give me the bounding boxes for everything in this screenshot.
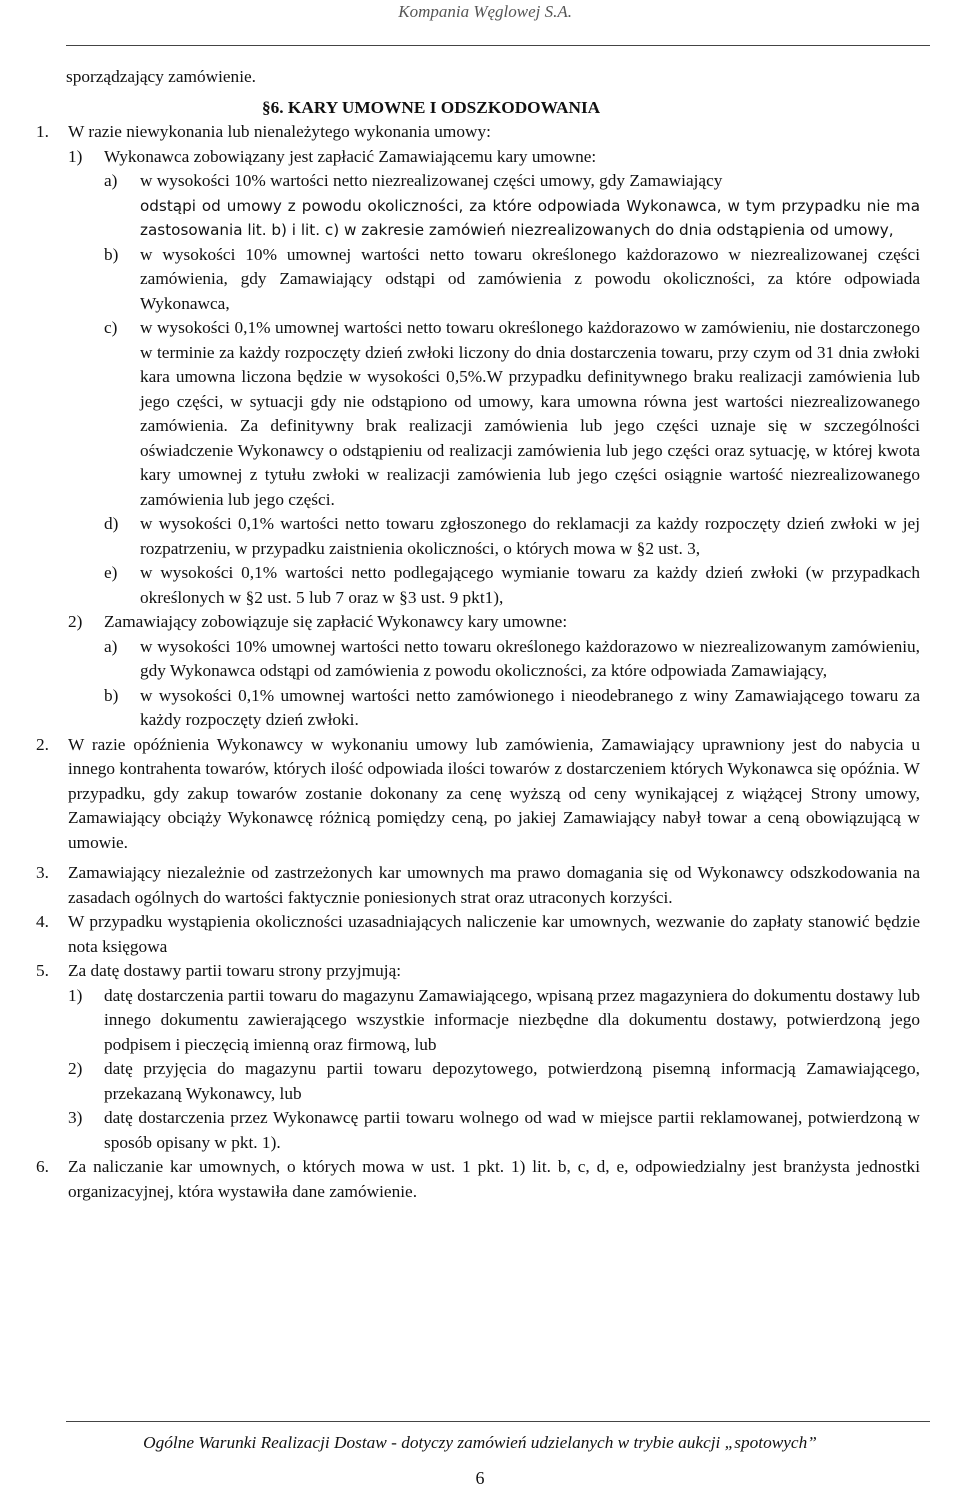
document-body	[0, 65, 960, 1204]
clause-number: d)	[104, 514, 119, 533]
clause-number: 2.	[36, 734, 49, 754]
clause-text: w wysokości 0,1% wartości netto towaru zgłoszonego do reklamacji za każdy rozpoczęty dzień zwłoki w jej rozpatrzeniu, w przypadku zaistnienia okoliczności, o których mowa w §2 ust. 3,	[140, 514, 920, 558]
clause-text: Za datę dostawy partii towaru strony przyjmują:	[68, 961, 402, 980]
clause-text: w wysokości 10% umownej wartości netto towaru określonego każdorazowo w niezrealizowanym zamówieniu, gdy Wykonawca odstąpi od zamówienia z powodu okoliczności, za które odpowiada Zamawiający,	[140, 636, 920, 680]
intro-line: sporządzający zamówienie.	[66, 67, 256, 86]
clause-5-2	[0, 1057, 920, 1106]
footer-rule	[66, 1421, 930, 1422]
clause-5-3	[0, 1106, 920, 1155]
running-footer: Ogólne Warunki Realizacji Dostaw - dotyczy zamówień udzielanych w trybie aukcji „spotowych”	[143, 1433, 817, 1452]
clause-text: Zamawiający zobowiązuje się zapłacić Wykonawcy kary umowne:	[104, 612, 568, 631]
clause-1-1-c	[0, 316, 920, 512]
clause-5	[0, 959, 960, 1155]
clause-number: b)	[104, 685, 119, 705]
clause-number: 1.	[36, 122, 49, 141]
clause-1-1	[0, 145, 920, 170]
clause-text: Wykonawca zobowiązany jest zapłacić Zamawiającemu kary umowne:	[104, 146, 597, 166]
clause-text: w wysokości 10% wartości netto niezrealizowanej części umowy, gdy Zamawiający	[140, 171, 723, 190]
clause-text: W razie niewykonania lub nienależytego wykonania umowy:	[68, 122, 491, 141]
running-header: Kompania Węglowej S.A.	[398, 2, 572, 21]
clause-text-continued: odstąpi od umowy z powodu okoliczności, za które odpowiada Wykonawca, w tym przypadku nie ma zastosowania lit. b) i lit. c) w zakresie zamówień niezrealizowanych do dnia odstąpienia od umowy,	[140, 196, 920, 239]
clause-number: c)	[104, 318, 118, 337]
clause-text: w wysokości 10% umownej wartości netto towaru określonego każdorazowo w niezrealizowanej części zamówienia, gdy Zamawiający odstąpi od zamówienia z powodu okoliczności, za które odpowiada Wykonawca,	[140, 244, 920, 313]
section-title: §6. KARY UMOWNE I ODSZKODOWANIA	[262, 97, 601, 117]
clause-1-1-a	[0, 169, 920, 243]
clause-number: b)	[104, 244, 119, 264]
clause-5-1	[0, 984, 920, 1058]
clause-text: datę przyjęcia do magazynu partii towaru depozytowego, potwierdzoną pisemną informacją Zamawiającego, przekazaną Wykonawcy, lub	[104, 1059, 920, 1103]
clause-number: 5.	[36, 961, 49, 980]
clause-1-2	[0, 610, 920, 635]
clause-number: 3)	[68, 1108, 83, 1127]
clause-1	[0, 120, 960, 733]
clause-text: W przypadku wystąpienia okoliczności uzasadniających naliczenie kar umownych, wezwanie do zapłaty stanowić będzie nota księgowa	[68, 912, 920, 956]
clause-number: a)	[104, 636, 118, 656]
clause-text: W razie opóźnienia Wykonawcy w wykonaniu umowy lub zamówienia, Zamawiający uprawniony jest do nabycia u innego kontrahenta towarów, których ilość odpowiada ilości towarów z dostarczeniem których Wykonawca się opóźnia. W przypadku, gdy zakup towarów zostanie dokonany za cenę wyższą od ceny wynikającej z wiążącej Strony umowy, Zamawiający obciąży Wykonawcę różnicą pomiędzy ceną, po jakiej Zamawiający nabył towar a ceną obowiązującą w umowie.	[68, 734, 920, 852]
clause-text: Zamawiający niezależnie od zastrzeżonych kar umownych ma prawo domagania się od Wykonawcy odszkodowania na zasadach ogólnych do wartości faktycznie poniesionych strat oraz utraconych korzyści.	[68, 863, 920, 907]
clause-number: 3.	[36, 863, 49, 882]
clause-number: 2)	[68, 612, 83, 631]
clause-number: 1)	[68, 985, 83, 1005]
clause-2	[0, 733, 960, 856]
clause-text: Za naliczanie kar umownych, o których mowa w ust. 1 pkt. 1) lit. b, c, d, e, odpowiedzialny jest branżysta jednostki organizacyjnej, która wystawiła dane zamówienie.	[68, 1157, 920, 1201]
clause-text: w wysokości 0,1% umownej wartości netto zamówionego i nieodebranego z winy Zamawiającego towaru za każdy rozpoczęty dzień zwłoki.	[140, 685, 920, 729]
clause-1-1-d	[0, 512, 920, 561]
clause-1-2-a	[0, 635, 920, 684]
clause-number: a)	[104, 171, 118, 190]
clause-4	[0, 910, 960, 959]
clause-1-1-b	[0, 243, 920, 317]
clause-1-2-b	[0, 684, 920, 733]
page-number: 6	[475, 1468, 485, 1488]
clause-text: datę dostarczenia przez Wykonawcę partii towaru wolnego od wad w miejsce partii reklamowanej, potwierdzoną w sposób opisany w pkt. 1).	[104, 1108, 920, 1152]
clause-3	[0, 861, 960, 910]
clause-number: e)	[104, 563, 118, 582]
clause-number: 2)	[68, 1059, 83, 1078]
clause-number: 6.	[36, 1157, 49, 1176]
clause-6	[0, 1155, 960, 1204]
clause-number: 1)	[68, 146, 83, 166]
header-rule	[66, 45, 930, 46]
clause-text: datę dostarczenia partii towaru do magazynu Zamawiającego, wpisaną przez magazyniera do dokumentu dostawy lub innego dokumentu zawierającego wszystkie informacje niezbędne dla dokumentu dostawy, potwierdzoną jego podpisem i pieczęcią imienną oraz firmową, lub	[104, 985, 920, 1054]
clause-number: 4.	[36, 912, 49, 931]
clause-text: w wysokości 0,1% wartości netto podlegającego wymianie towaru za każdy dzień zwłoki (w przypadkach określonych w §2 ust. 5 lub 7 oraz w §3 ust. 9 pkt1),	[140, 563, 920, 607]
clause-1-1-e	[0, 561, 920, 610]
clause-text: w wysokości 0,1% umownej wartości netto towaru określonego każdorazowo w zamówieniu, nie dostarczonego w terminie za każdy rozpoczęty dzień zwłoki liczony do dnia dostarczenia towaru, przy czym od 31 dnia zwłoki kara umowna liczona będzie w wysokości 0,5%.W przypadku definitywnego braku realizacji zamówienia lub jego części, w sytuacji gdy nie odstąpiono od umowy, kara umowna równa jest wartości niezrealizowanego zamówienia. Za definitywny brak realizacji zamówienia lub jego części uznaje się w szczególności oświadczenie Wykonawcy o odstąpieniu od realizacji zamówienia lub jego części oraz sytuację, w której kwota kary umownej z tytułu zwłoki w realizacji zamówienia lub jego części osiągnie wartość niezrealizowanego zamówienia lub jego części.	[140, 318, 920, 509]
